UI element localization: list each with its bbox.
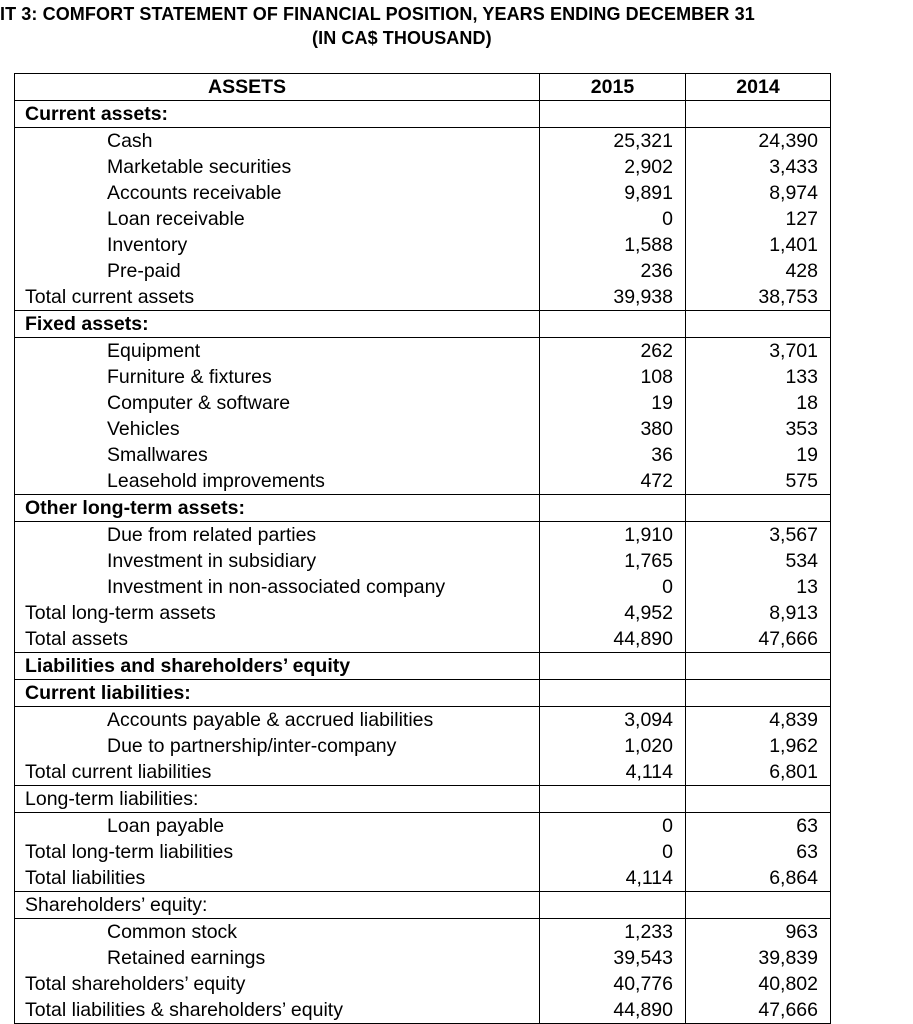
column-header-2014: 2014: [686, 74, 831, 101]
value-2015: 1,765: [540, 548, 686, 574]
row-label: Investment in non-associated company: [15, 574, 540, 600]
table-row: [15, 206, 831, 232]
value-2015: 25,321: [540, 128, 686, 155]
value-2015: [540, 680, 686, 707]
value-2015: 108: [540, 364, 686, 390]
row-label: Retained earnings: [15, 945, 540, 971]
table-row: [15, 364, 831, 390]
row-label: Smallwares: [15, 442, 540, 468]
value-2014: 1,962: [686, 733, 831, 759]
value-2014: 19: [686, 442, 831, 468]
value-2015: [540, 892, 686, 919]
table-row: [15, 707, 831, 734]
row-label: Cash: [15, 128, 540, 155]
row-label: Loan receivable: [15, 206, 540, 232]
total-row: [15, 284, 831, 311]
table-row: [15, 128, 831, 155]
document-subtitle: (IN CA$ THOUSAND): [312, 28, 492, 48]
value-2014: 3,701: [686, 338, 831, 365]
value-2015: [540, 786, 686, 813]
row-label: Pre-paid: [15, 258, 540, 284]
value-2014: 963: [686, 919, 831, 946]
value-2014: 8,913: [686, 600, 831, 626]
table-row: [15, 180, 831, 206]
total-row: [15, 759, 831, 786]
table-row: [15, 522, 831, 549]
row-label: Due to partnership/inter-company: [15, 733, 540, 759]
row-label: Inventory: [15, 232, 540, 258]
value-2015: [540, 311, 686, 338]
value-2015: 262: [540, 338, 686, 365]
value-2014: 6,864: [686, 865, 831, 892]
table-row: [15, 548, 831, 574]
table-row: [15, 468, 831, 495]
document-title: IT 3: COMFORT STATEMENT OF FINANCIAL POSITION, YEARS ENDING DECEMBER 31: [0, 4, 755, 24]
table-row: [15, 945, 831, 971]
value-2015: 0: [540, 206, 686, 232]
value-2014: 534: [686, 548, 831, 574]
table-row: [15, 416, 831, 442]
row-label: Loan payable: [15, 813, 540, 840]
total-row: [15, 971, 831, 997]
section-row: [15, 311, 831, 338]
value-2014: 1,401: [686, 232, 831, 258]
value-2015: 1,020: [540, 733, 686, 759]
row-label: Vehicles: [15, 416, 540, 442]
row-label: Total shareholders’ equity: [15, 971, 540, 997]
value-2015: 1,588: [540, 232, 686, 258]
row-label: Other long-term assets:: [15, 495, 540, 522]
value-2014: 353: [686, 416, 831, 442]
section-row: [15, 786, 831, 813]
value-2014: 39,839: [686, 945, 831, 971]
table-row: [15, 338, 831, 365]
value-2015: 4,952: [540, 600, 686, 626]
value-2014: 8,974: [686, 180, 831, 206]
value-2015: 40,776: [540, 971, 686, 997]
value-2015: [540, 101, 686, 128]
value-2014: [686, 101, 831, 128]
total-row: [15, 865, 831, 892]
value-2015: 236: [540, 258, 686, 284]
row-label: Total assets: [15, 626, 540, 653]
value-2014: [686, 653, 831, 680]
value-2014: [686, 786, 831, 813]
value-2014: 428: [686, 258, 831, 284]
value-2014: 63: [686, 839, 831, 865]
section-row: [15, 892, 831, 919]
value-2015: 9,891: [540, 180, 686, 206]
table-row: [15, 442, 831, 468]
value-2015: 380: [540, 416, 686, 442]
table-row: [15, 258, 831, 284]
total-row: [15, 600, 831, 626]
value-2015: 19: [540, 390, 686, 416]
value-2014: 63: [686, 813, 831, 840]
table-row: [15, 390, 831, 416]
table-row: [15, 232, 831, 258]
total-row: [15, 997, 831, 1024]
row-label: Total long-term assets: [15, 600, 540, 626]
section-row: [15, 653, 831, 680]
value-2015: 4,114: [540, 759, 686, 786]
section-row: [15, 495, 831, 522]
value-2014: [686, 495, 831, 522]
value-2014: 4,839: [686, 707, 831, 734]
value-2015: 4,114: [540, 865, 686, 892]
table-row: [15, 154, 831, 180]
row-label: Current liabilities:: [15, 680, 540, 707]
row-label: Total current assets: [15, 284, 540, 311]
value-2014: [686, 311, 831, 338]
value-2014: 47,666: [686, 626, 831, 653]
value-2015: 3,094: [540, 707, 686, 734]
table-row: [15, 733, 831, 759]
row-label: Total current liabilities: [15, 759, 540, 786]
row-label: Furniture & fixtures: [15, 364, 540, 390]
value-2014: 3,433: [686, 154, 831, 180]
value-2015: 472: [540, 468, 686, 495]
row-label: Equipment: [15, 338, 540, 365]
table-row: [15, 919, 831, 946]
value-2015: 0: [540, 574, 686, 600]
value-2014: 3,567: [686, 522, 831, 549]
section-row: [15, 680, 831, 707]
column-header-2015: 2015: [540, 74, 686, 101]
value-2014: 40,802: [686, 971, 831, 997]
row-label: Shareholders’ equity:: [15, 892, 540, 919]
column-header-assets: ASSETS: [15, 74, 540, 101]
row-label: Computer & software: [15, 390, 540, 416]
value-2015: 0: [540, 839, 686, 865]
section-row: [15, 101, 831, 128]
row-label: Long-term liabilities:: [15, 786, 540, 813]
value-2015: 44,890: [540, 997, 686, 1024]
value-2015: [540, 653, 686, 680]
value-2014: [686, 680, 831, 707]
table-row: [15, 574, 831, 600]
value-2015: 0: [540, 813, 686, 840]
row-label: Fixed assets:: [15, 311, 540, 338]
value-2014: 18: [686, 390, 831, 416]
row-label: Liabilities and shareholders’ equity: [15, 653, 540, 680]
value-2014: [686, 892, 831, 919]
row-label: Total long-term liabilities: [15, 839, 540, 865]
row-label: Marketable securities: [15, 154, 540, 180]
total-row: [15, 626, 831, 653]
row-label: Common stock: [15, 919, 540, 946]
value-2014: 133: [686, 364, 831, 390]
value-2014: 38,753: [686, 284, 831, 311]
value-2014: 6,801: [686, 759, 831, 786]
row-label: Investment in subsidiary: [15, 548, 540, 574]
financial-position-table: [14, 73, 831, 1024]
value-2014: 13: [686, 574, 831, 600]
value-2014: 127: [686, 206, 831, 232]
row-label: Current assets:: [15, 101, 540, 128]
total-row: [15, 839, 831, 865]
value-2015: 39,938: [540, 284, 686, 311]
value-2014: 24,390: [686, 128, 831, 155]
row-label: Accounts payable & accrued liabilities: [15, 707, 540, 734]
value-2014: 47,666: [686, 997, 831, 1024]
value-2015: 44,890: [540, 626, 686, 653]
value-2014: 575: [686, 468, 831, 495]
value-2015: 2,902: [540, 154, 686, 180]
value-2015: 1,910: [540, 522, 686, 549]
value-2015: 36: [540, 442, 686, 468]
row-label: Leasehold improvements: [15, 468, 540, 495]
value-2015: [540, 495, 686, 522]
table-header-row: [15, 74, 831, 101]
row-label: Accounts receivable: [15, 180, 540, 206]
row-label: Due from related parties: [15, 522, 540, 549]
row-label: Total liabilities: [15, 865, 540, 892]
row-label: Total liabilities & shareholders’ equity: [15, 997, 540, 1024]
value-2015: 39,543: [540, 945, 686, 971]
value-2015: 1,233: [540, 919, 686, 946]
table-row: [15, 813, 831, 840]
